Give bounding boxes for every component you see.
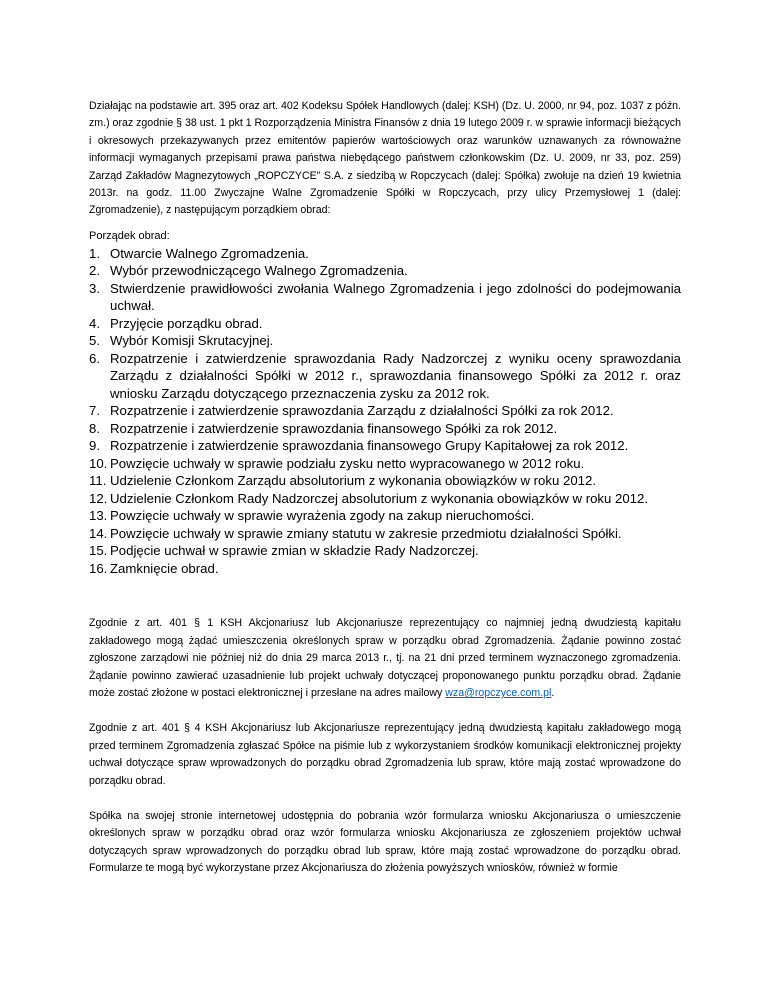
agenda-item-text: Rozpatrzenie i zatwierdzenie sprawozdania finansowego Grupy Kapitałowej za rok 2012.	[110, 438, 629, 454]
agenda-item-text: Zamknięcie obrad.	[110, 560, 219, 576]
agenda-item	[89, 542, 681, 560]
agenda-item	[89, 455, 681, 473]
article-401-1-paragraph	[89, 615, 681, 702]
agenda-item-number: 16.	[89, 560, 108, 576]
agenda-item	[89, 490, 681, 508]
agenda-item-text: Rozpatrzenie i zatwierdzenie sprawozdania Rady Nadzorczej z wyniku oceny sprawozdania Zarządu z działalności Spółki w 2012 r., sprawozdania finansowego Spółki za 2012 r. oraz wniosku Zarządu dotyczącego przeznaczenia zysku za 2012 rok.	[110, 350, 681, 401]
agenda-item	[89, 350, 681, 403]
agenda-item-text: Udzielenie Członkom Zarządu absolutorium z wykonania obowiązków w roku 2012.	[110, 473, 596, 489]
agenda-item-text: Rozpatrzenie i zatwierdzenie sprawozdania Zarządu z działalności Spółki za rok 2012.	[110, 403, 614, 419]
agenda-item	[89, 332, 681, 350]
agenda-item	[89, 402, 681, 420]
agenda-item-number: 13.	[89, 508, 108, 524]
agenda-item-number: 4.	[89, 315, 100, 331]
agenda-item	[89, 420, 681, 438]
article-401-4-paragraph: Zgodnie z art. 401 § 4 KSH Akcjonariusz lub Akcjonariusze reprezentujący jedną dwudziestą kapitału zakładowego mogą przed terminem Zgromadzenia zgłaszać Spółce na piśmie lub z wykorzystaniem środków komunikacji elektronicznej projekty uchwał dotyczące spraw wprowadzonych do porządku obrad Zgromadzenia lub spraw, które mają zostać wprowadzone do porządku obrad.	[89, 722, 681, 787]
agenda-item-number: 9.	[89, 438, 100, 454]
agenda-item-text: Wybór Komisji Skrutacyjnej.	[110, 333, 274, 349]
agenda-item-text: Powzięcie uchwały w sprawie wyrażenia zgody na zakup nieruchomości.	[110, 508, 535, 524]
agenda-item	[89, 525, 681, 543]
agenda-item	[89, 560, 681, 578]
article-401-1-end: .	[551, 686, 555, 699]
agenda-item-text: Przyjęcie porządku obrad.	[110, 315, 263, 331]
forms-paragraph: Spółka na swojej stronie internetowej udostępnia do pobrania wzór formularza wniosku Akcjonariusza o umieszczenie określonych spraw w porządku obrad oraz wzór formularza wniosku Akcjonariusza ze zgłoszeniem projektów uchwał dotyczących spraw wprowadzonych do porządku obrad lub spraw, które mają zostać wprowadzone do porządku obrad. Formularze te mogą być wykorzystane przez Akcjonariusza do złożenia powyższych wniosków, również w formie	[89, 810, 681, 875]
agenda-item-text: Udzielenie Członkom Rady Nadzorczej absolutorium z wykonania obowiązków w roku 2012.	[110, 490, 649, 506]
agenda-item-number: 1.	[89, 245, 100, 261]
agenda-item-number: 8.	[89, 420, 100, 436]
agenda-item	[89, 245, 681, 263]
article-401-1-text: Zgodnie z art. 401 § 1 KSH Akcjonariusz lub Akcjonariusze reprezentujący co najmniej jedną dwudziestą kapitału zakładowego mogą żądać umieszczenia określonych spraw w porządku obrad Zgromadzenia. Żądanie powinno zostać zgłoszone zarządowi nie później niż do dnia 29 marca 2013 r., tj. na 21 dni przed terminem wyznaczonego zgromadzenia. Żądanie powinno zawierać uzasadnienie lub projekt uchwały dotyczącej proponowanego punktu porządku obrad. Żądanie może zostać złożone w postaci elektronicznej i przesłane na adres mailowy	[89, 617, 681, 699]
agenda-item-text: Powzięcie uchwały w sprawie podziału zysku netto wypracowanego w 2012 roku.	[110, 455, 585, 471]
agenda-item	[89, 262, 681, 280]
agenda-item-number: 6.	[89, 350, 100, 366]
agenda-item-number: 5.	[89, 333, 100, 349]
agenda-item-text: Stwierdzenie prawidłowości zwołania Walnego Zgromadzenia i jego zdolności do podejmowania uchwał.	[110, 280, 681, 314]
agenda-item-text: Powzięcie uchwały w sprawie zmiany statutu w zakresie przedmiotu działalności Spółki.	[110, 525, 622, 541]
agenda-item-number: 7.	[89, 403, 100, 419]
agenda-item	[89, 280, 681, 315]
agenda-item-text: Podjęcie uchwał w sprawie zmian w składzie Rady Nadzorczej.	[110, 543, 479, 559]
intro-paragraph: Działając na podstawie art. 395 oraz art. 402 Kodeksu Spółek Handlowych (dalej: KSH) (Dz. U. 2000, nr 94, poz. 1037 z późn. zm.) oraz zgodnie § 38 ust. 1 pkt 1 Rozporządzenia Ministra Finansów z dnia 19 lutego 2009 r. w sprawie informacji bieżących i okresowych przekazywanych przez emitentów papierów wartościowych oraz warunków uznawanych za równoważne informacji wymaganych przepisami prawa państwa niebędącego państwem członkowskim (Dz. U. 2009, nr 33, poz. 259) Zarząd Zakładów Magnezytowych „ROPCZYCE” S.A. z siedzibą w Ropczycach (dalej: Spółka) zwołuje na dzień 19 kwietnia 2013r. na godz. 11.00 Zwyczajne Walne Zgromadzenie Spółki w Ropczycach, przy ulicy Przemysłowej 1 (dalej: Zgromadzenie), z następującym porządkiem obrad:	[89, 100, 681, 217]
agenda-item	[89, 315, 681, 333]
agenda-item	[89, 472, 681, 490]
email-link[interactable]: wza@ropczyce.com.pl	[445, 686, 552, 699]
document-page	[89, 98, 681, 878]
agenda-item	[89, 437, 681, 455]
agenda-item-number: 2.	[89, 263, 100, 279]
agenda-label: Porządek obrad:	[89, 229, 170, 242]
agenda-list	[89, 245, 681, 578]
agenda-item-text: Rozpatrzenie i zatwierdzenie sprawozdania finansowego Spółki za rok 2012.	[110, 420, 558, 436]
agenda-item-text: Wybór przewodniczącego Walnego Zgromadzenia.	[110, 263, 408, 279]
agenda-item-number: 10.	[89, 455, 108, 471]
agenda-item	[89, 507, 681, 525]
agenda-item-number: 15.	[89, 543, 108, 559]
agenda-item-number: 12.	[89, 490, 108, 506]
agenda-item-number: 11.	[89, 473, 107, 489]
agenda-item-number: 14.	[89, 525, 108, 541]
agenda-item-text: Otwarcie Walnego Zgromadzenia.	[110, 245, 309, 261]
agenda-item-number: 3.	[89, 280, 100, 296]
